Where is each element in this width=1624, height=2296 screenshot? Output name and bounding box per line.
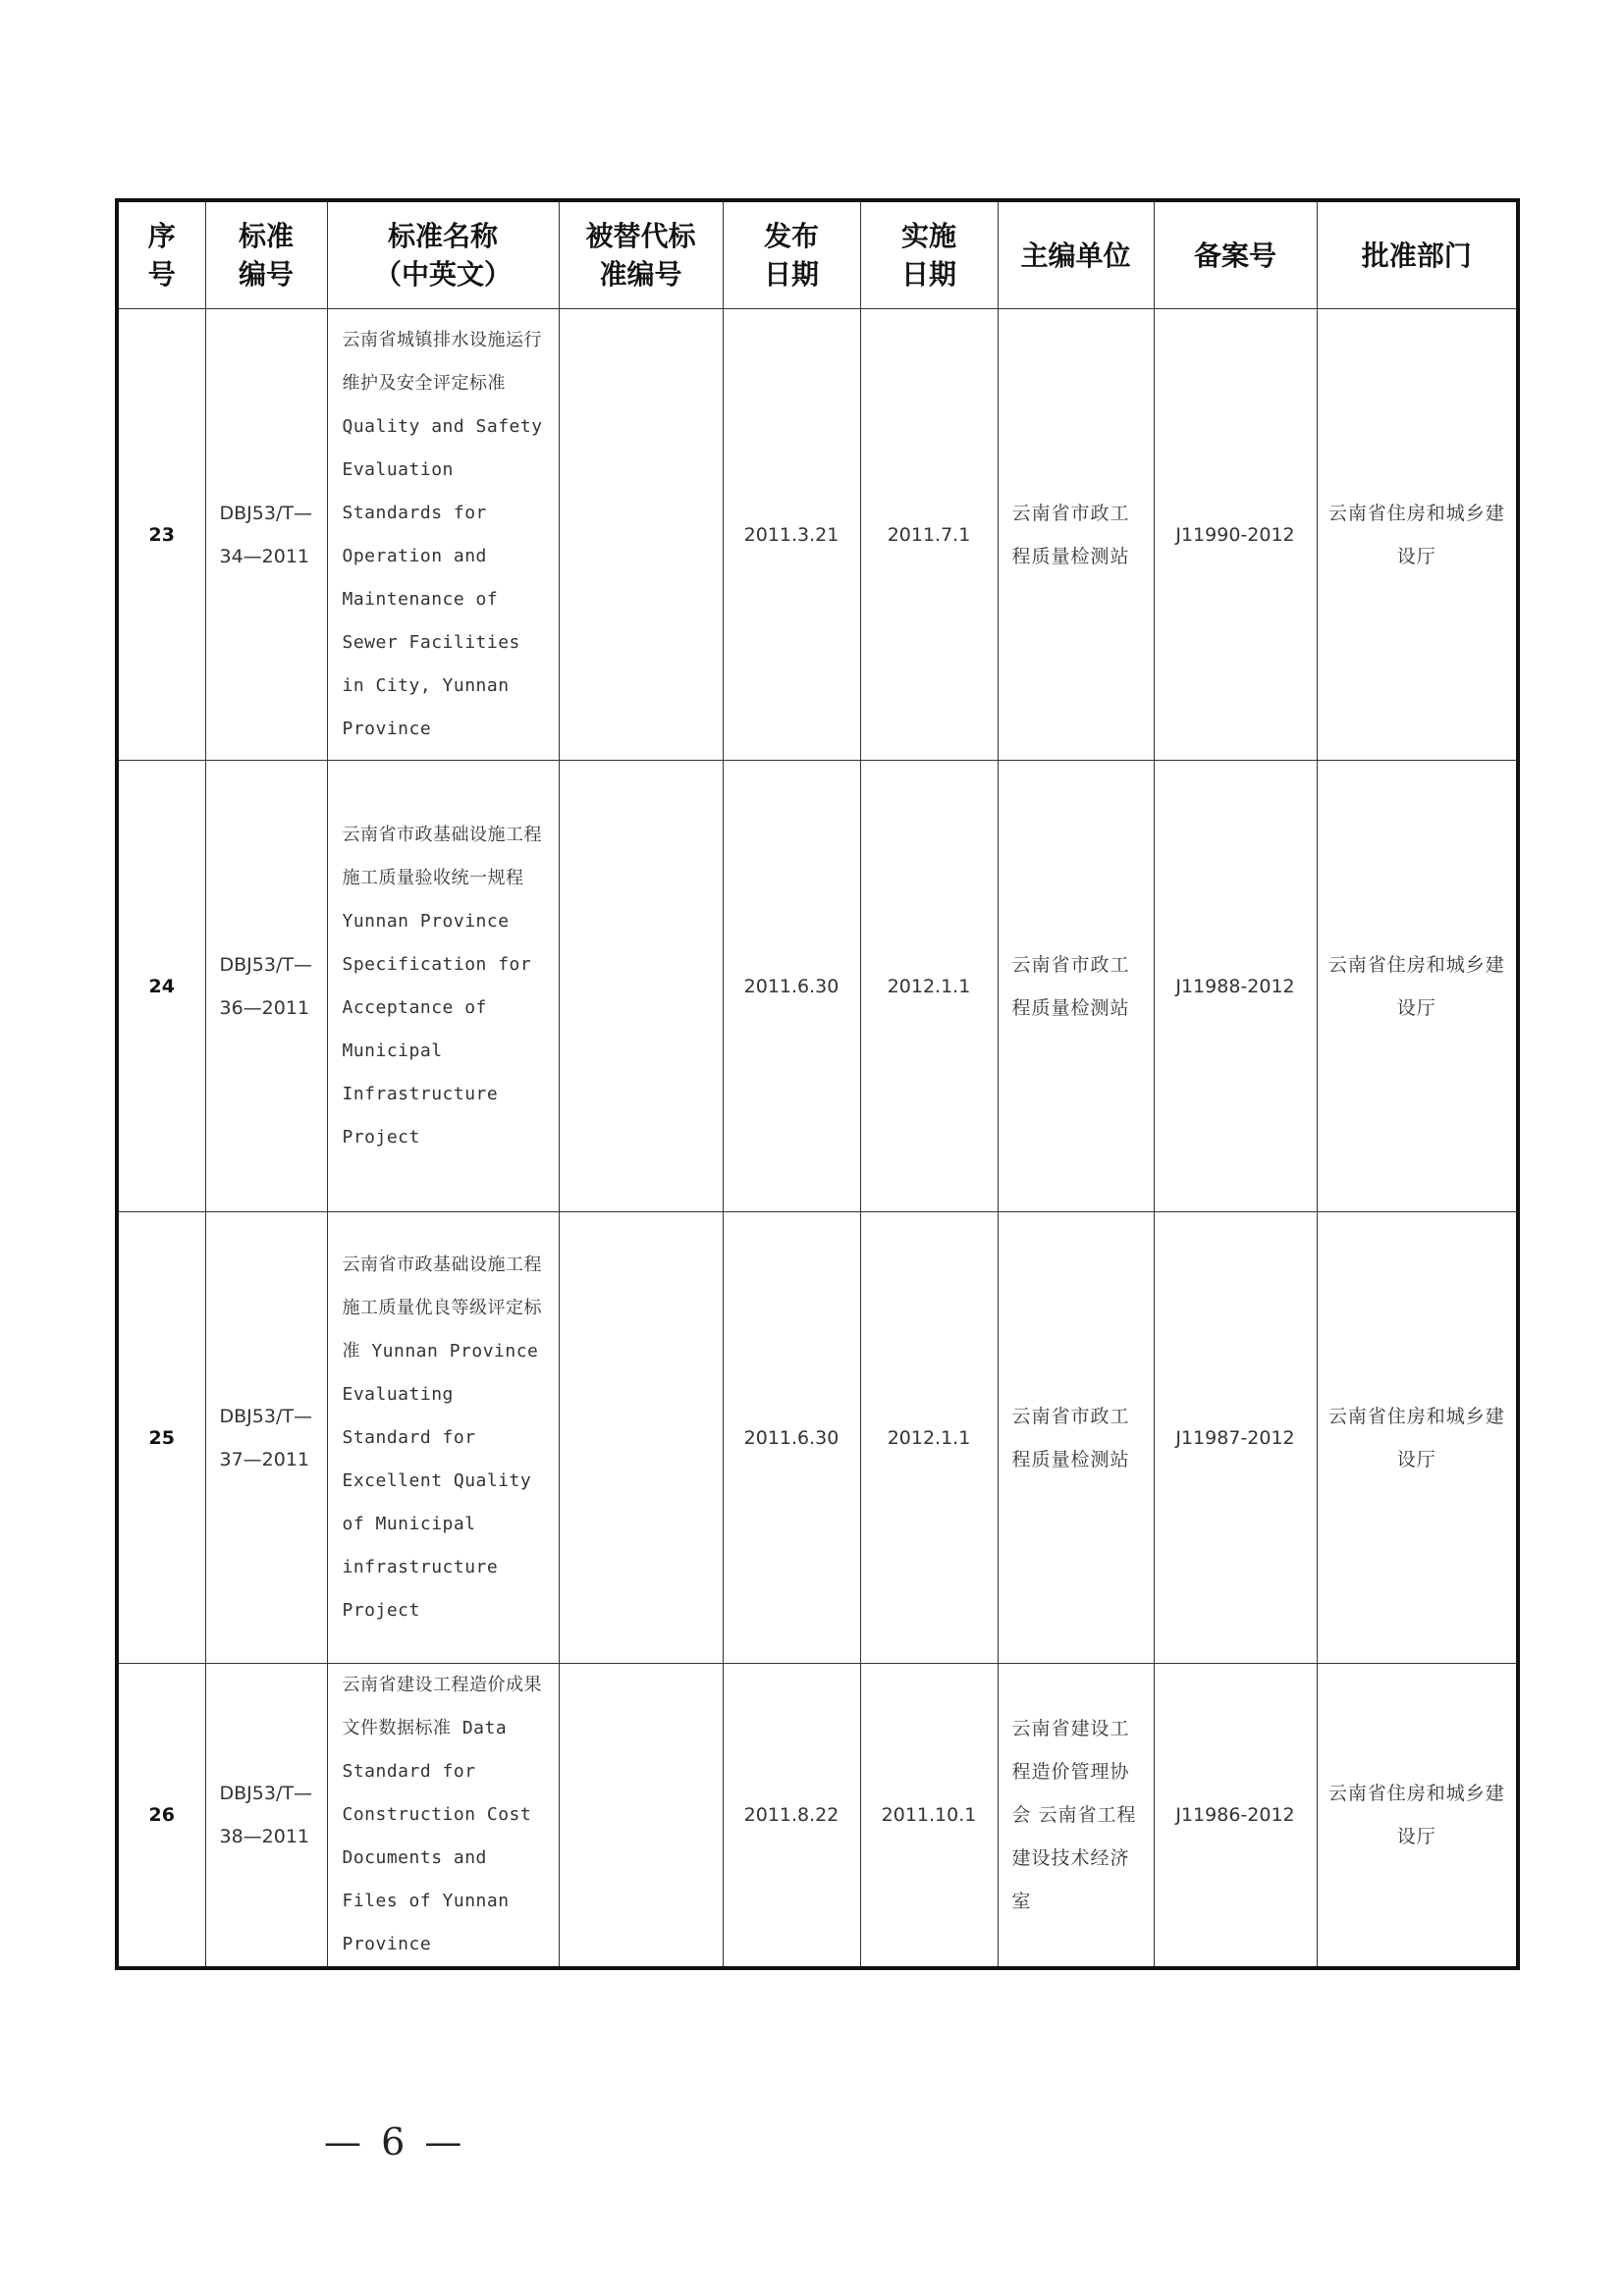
cell-serial: 25 (117, 1212, 205, 1664)
cell-standard-name: 云南省城镇排水设施运行维护及安全评定标准 Quality and Safety Evaluation Standards for Operation and Maintenance of Sewer Facilities in City, Yunnan Province (327, 309, 559, 761)
cell-filing-number: J11986-2012 (1154, 1664, 1317, 1969)
cell-approving-dept: 云南省住房和城乡建设厅 (1317, 309, 1518, 761)
table-row (117, 761, 1518, 1212)
cell-publish-date: 2011.8.22 (723, 1664, 860, 1969)
cell-effective-date: 2012.1.1 (860, 1212, 998, 1664)
cell-standard-name: 云南省市政基础设施工程施工质量验收统一规程 Yunnan Province Specification for Acceptance of Municipal Infrastructure Project (327, 761, 559, 1212)
cell-effective-date: 2011.10.1 (860, 1664, 998, 1969)
cell-replaced-code (559, 761, 723, 1212)
header-filing-number: 备案号 (1154, 200, 1317, 309)
cell-chief-editor: 云南省建设工程造价管理协会 云南省工程建设技术经济室 (998, 1664, 1154, 1969)
cell-replaced-code (559, 1212, 723, 1664)
cell-publish-date: 2011.6.30 (723, 761, 860, 1212)
cell-chief-editor: 云南省市政工程质量检测站 (998, 309, 1154, 761)
cell-serial: 23 (117, 309, 205, 761)
cell-filing-number: J11987-2012 (1154, 1212, 1317, 1664)
page-number: — 6 — (324, 2120, 466, 2163)
cell-publish-date: 2011.6.30 (723, 1212, 860, 1664)
cell-effective-date: 2012.1.1 (860, 761, 998, 1212)
cell-serial: 26 (117, 1664, 205, 1969)
cell-filing-number: J11988-2012 (1154, 761, 1317, 1212)
cell-publish-date: 2011.3.21 (723, 309, 860, 761)
cell-standard-name: 云南省建设工程造价成果文件数据标准 Data Standard for Construction Cost Documents and Files of Yunnan Province (327, 1664, 559, 1969)
header-chief-editor: 主编单位 (998, 200, 1154, 309)
header-serial: 序 号 (117, 200, 205, 309)
cell-replaced-code (559, 309, 723, 761)
header-publish-date: 发布 日期 (723, 200, 860, 309)
cell-approving-dept: 云南省住房和城乡建设厅 (1317, 761, 1518, 1212)
cell-filing-number: J11990-2012 (1154, 309, 1317, 761)
cell-chief-editor: 云南省市政工程质量检测站 (998, 1212, 1154, 1664)
cell-serial: 24 (117, 761, 205, 1212)
header-replaced-code: 被替代标 准编号 (559, 200, 723, 309)
cell-approving-dept: 云南省住房和城乡建设厅 (1317, 1212, 1518, 1664)
cell-standard-code: DBJ53/T— 34—2011 (205, 309, 327, 761)
header-approving-dept: 批准部门 (1317, 200, 1518, 309)
standards-table (115, 198, 1520, 1970)
cell-standard-code: DBJ53/T— 38—2011 (205, 1664, 327, 1969)
header-standard-code: 标准 编号 (205, 200, 327, 309)
cell-chief-editor: 云南省市政工程质量检测站 (998, 761, 1154, 1212)
cell-approving-dept: 云南省住房和城乡建设厅 (1317, 1664, 1518, 1969)
header-standard-name: 标准名称 （中英文） (327, 200, 559, 309)
cell-standard-name: 云南省市政基础设施工程施工质量优良等级评定标准 Yunnan Province Evaluating Standard for Excellent Quality of Municipal infrastructure Project (327, 1212, 559, 1664)
header-effective-date: 实施 日期 (860, 200, 998, 309)
cell-standard-code: DBJ53/T— 37—2011 (205, 1212, 327, 1664)
table-row (117, 309, 1518, 761)
cell-standard-code: DBJ53/T— 36—2011 (205, 761, 327, 1212)
table-header-row (117, 200, 1518, 309)
cell-effective-date: 2011.7.1 (860, 309, 998, 761)
table-row (117, 1212, 1518, 1664)
cell-replaced-code (559, 1664, 723, 1969)
table-row (117, 1664, 1518, 1969)
